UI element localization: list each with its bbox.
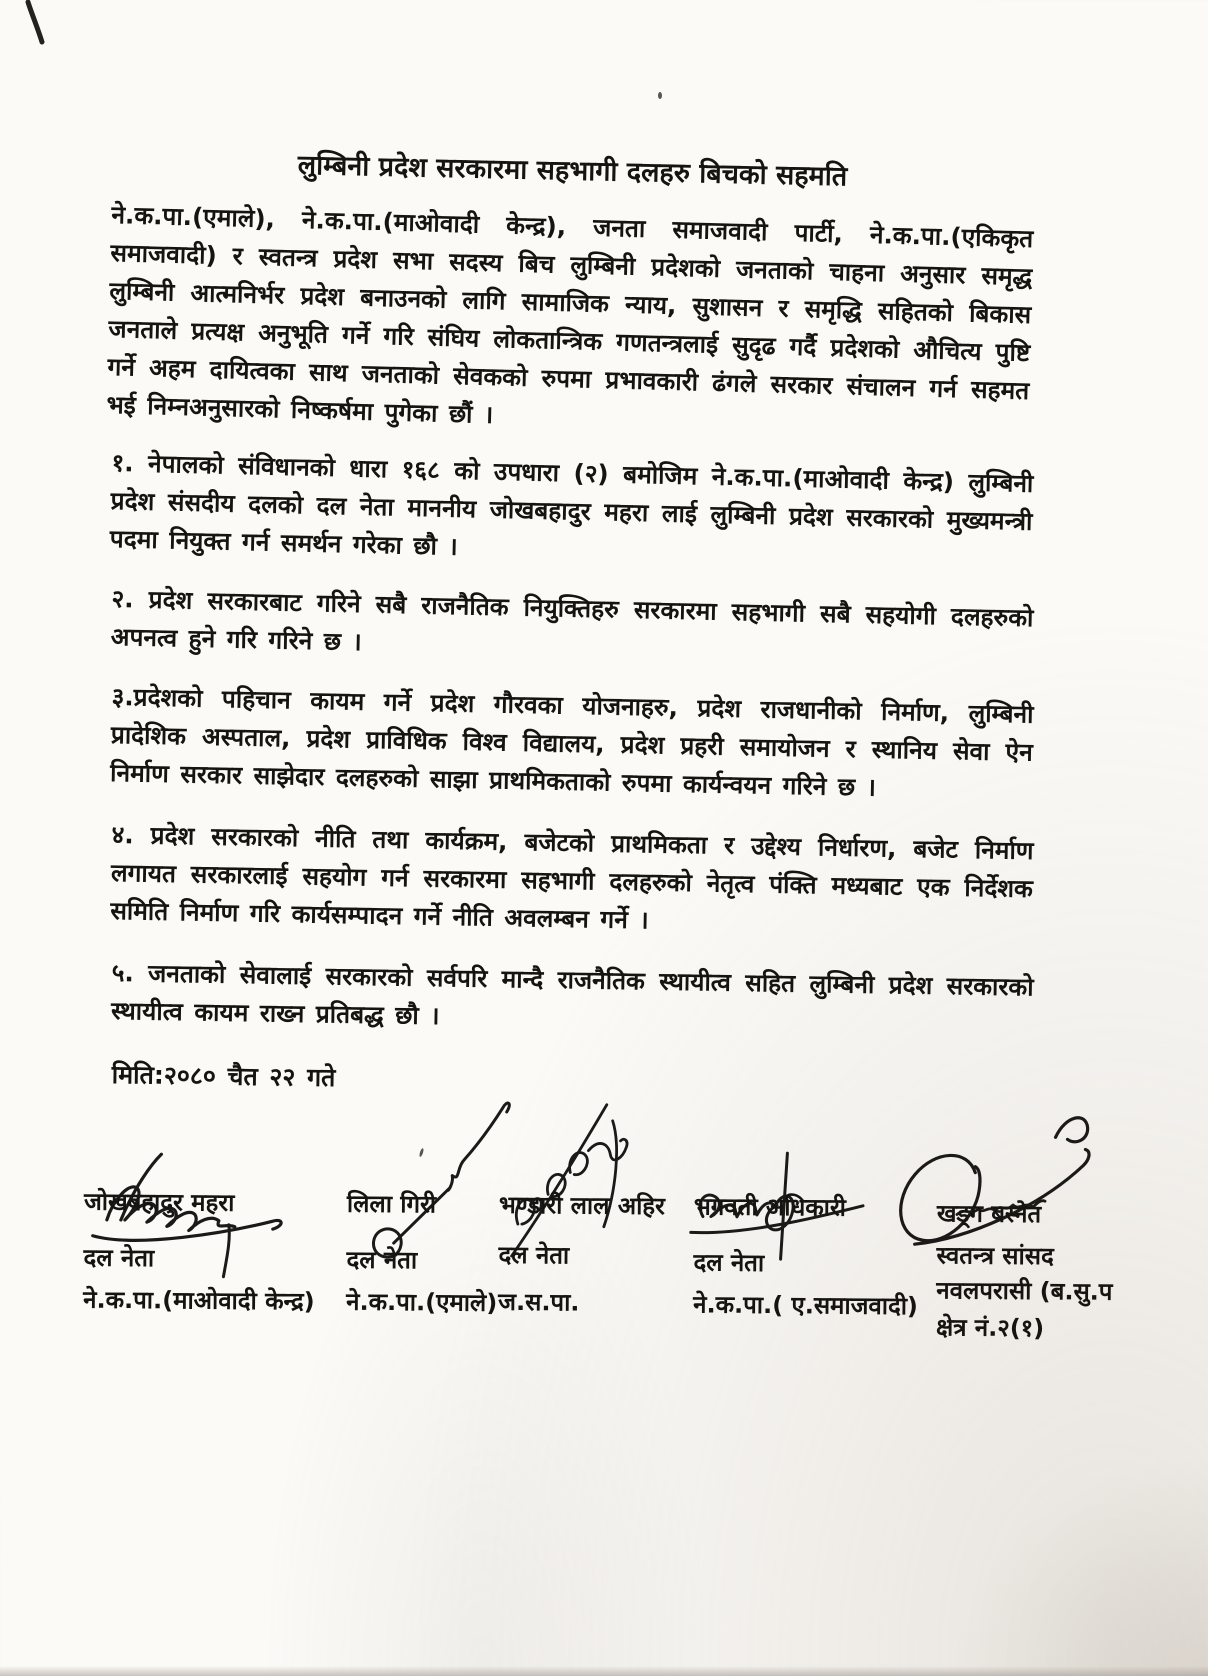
signatory-column-4 [693, 1080, 940, 1321]
signature-block [0, 1075, 1208, 1404]
agreement-point-5: ५. जनताको सेवालाई सरकारको सर्वपरि मान्दै राजनैतिक स्थायीत्व सहित लुम्बिनी प्रदेश सरकारको स्थायीत्व कायम राख्न प्रतिबद्ध छौ । [110, 957, 1034, 1031]
agreement-point-4: ४. प्रदेश सरकारको नीति तथा कार्यक्रम, बजेटको प्राथमिकता र उद्देश्य निर्धारण, बजेट निर्माण लगायत सरकारलाई सहयोग गर्न सरकारमा सहभागी दलहरुको नेतृत्व पंक्ति मध्यबाट एक निर्देशक समिति निर्माण गरि कार्यसम्पादन गर्ने नीति अवलम्बन गर्ने । [110, 819, 1034, 935]
pen-mark [14, 0, 54, 48]
signatory-role: दल नेता [498, 1240, 570, 1270]
agreement-document [106, 142, 1034, 1094]
signatory-party: ने.क.पा.(माओवादी केन्द्र) [83, 1285, 315, 1316]
signatory-area: क्षेत्र नं.२(१) [935, 1313, 1045, 1343]
signatory-column-1 [83, 1076, 347, 1317]
signatory-role: दल नेता [83, 1243, 155, 1273]
signatory-column-3 [498, 1079, 720, 1319]
agreement-point-3: ३.प्रदेशको पहिचान कायम गर्ने प्रदेश गौरवका योजनाहरु, प्रदेश राजधानीको निर्माण, लुम्बिनी प्रादेशिक अस्पताल, प्रदेश प्राविधिक विश्व विद्यालय, प्रदेश प्रहरी समायोजन र स्थानिय सेवा ऐन निर्माण सरकार साझेदार दलहरुको साझा प्राथमिकताको रुपमा कार्यन्वयन गरिने छ । [109, 681, 1034, 802]
signatory-role: दल नेता [346, 1245, 418, 1275]
agreement-point-1: १. नेपालको संविधानको धारा १६८ को उपधारा (२) बमोजिम ने.क.पा.(माओवादी केन्द्र) लुम्बिनी प्रदेश संसदीय दलको दल नेता माननीय जोखबहादुर महरा लाई लुम्बिनी प्रदेश सरकारको मुख्यमन्त्री पदमा नियुक्त गर्न समर्थन गरेका छौ । [109, 447, 1034, 561]
signatory-name: खड्ग बस्नेत [936, 1199, 1042, 1229]
signatory-party: ज.स.पा. [498, 1287, 580, 1317]
signatory-party: ने.क.पा.(एमाले) [346, 1287, 498, 1317]
intro-paragraph: ने.क.पा.(एमाले), ने.क.पा.(माओवादी केन्द्र), जनता समाजवादी पार्टी, ने.क.पा.(एकिकृत समाजवादी) र स्वतन्त्र प्रदेश सभा सदस्य बिच लुम्बिनी प्रदेशको जनताको चाहना अनुसार समृद्ध लुम्बिनी आत्मनिर्भर प्रदेश बनाउनको लागि सामाजिक न्याय, सुशासन र समृद्धि सहितको बिकास जनताले प्रत्यक्ष अनुभूति गर्ने गरि संघिय लोकतान्त्रिक गणतन्त्रलाई सुदृढ गर्दै प्रदेशको औचित्य पुष्टि गर्ने अहम दायित्वका साथ जनताको सेवकको रुपमा प्रभावकारी ढंगले सरकार संचालन गर्न सहमत भई निम्नअनुसारको निष्कर्षमा पुगेका छौं । [106, 199, 1034, 430]
signatory-party: ने.क.पा.( ए.समाजवादी) [693, 1290, 919, 1321]
signatory-name: भण्डारी लाल अहिर [498, 1190, 666, 1221]
signatory-name: भगवती अधिकारी [693, 1192, 847, 1222]
signatory-name: जोखबहादुर महरा [83, 1187, 235, 1217]
signatory-role: दल नेता [693, 1248, 765, 1278]
signatory-constituency: नवलपरासी (ब.सु.प [936, 1276, 1113, 1306]
page-title: लुम्बिनी प्रदेश सरकारमा सहभागी दलहरु बिचको सहमति [297, 149, 848, 193]
agreement-point-2: २. प्रदेश सरकारबाट गरिने सबै राजनैतिक नियुक्तिहरु सरकारमा सहभागी सबै सहयोगी दलहरुको अपनत्व हुने गरि गरिने छ । [110, 583, 1034, 657]
scan-corner-smudge [928, 1436, 1208, 1676]
signatory-name: लिला गिरी [346, 1189, 437, 1219]
scan-bottom-edge [0, 1666, 1208, 1676]
scan-speck [658, 92, 662, 99]
signatory-role: स्वतन्त्र सांसद [936, 1241, 1054, 1271]
signatory-column-2 [346, 1078, 523, 1318]
date-line: मिति:२०८० चैत २२ गते [111, 1059, 336, 1093]
signatory-column-5 [936, 1082, 1208, 1344]
